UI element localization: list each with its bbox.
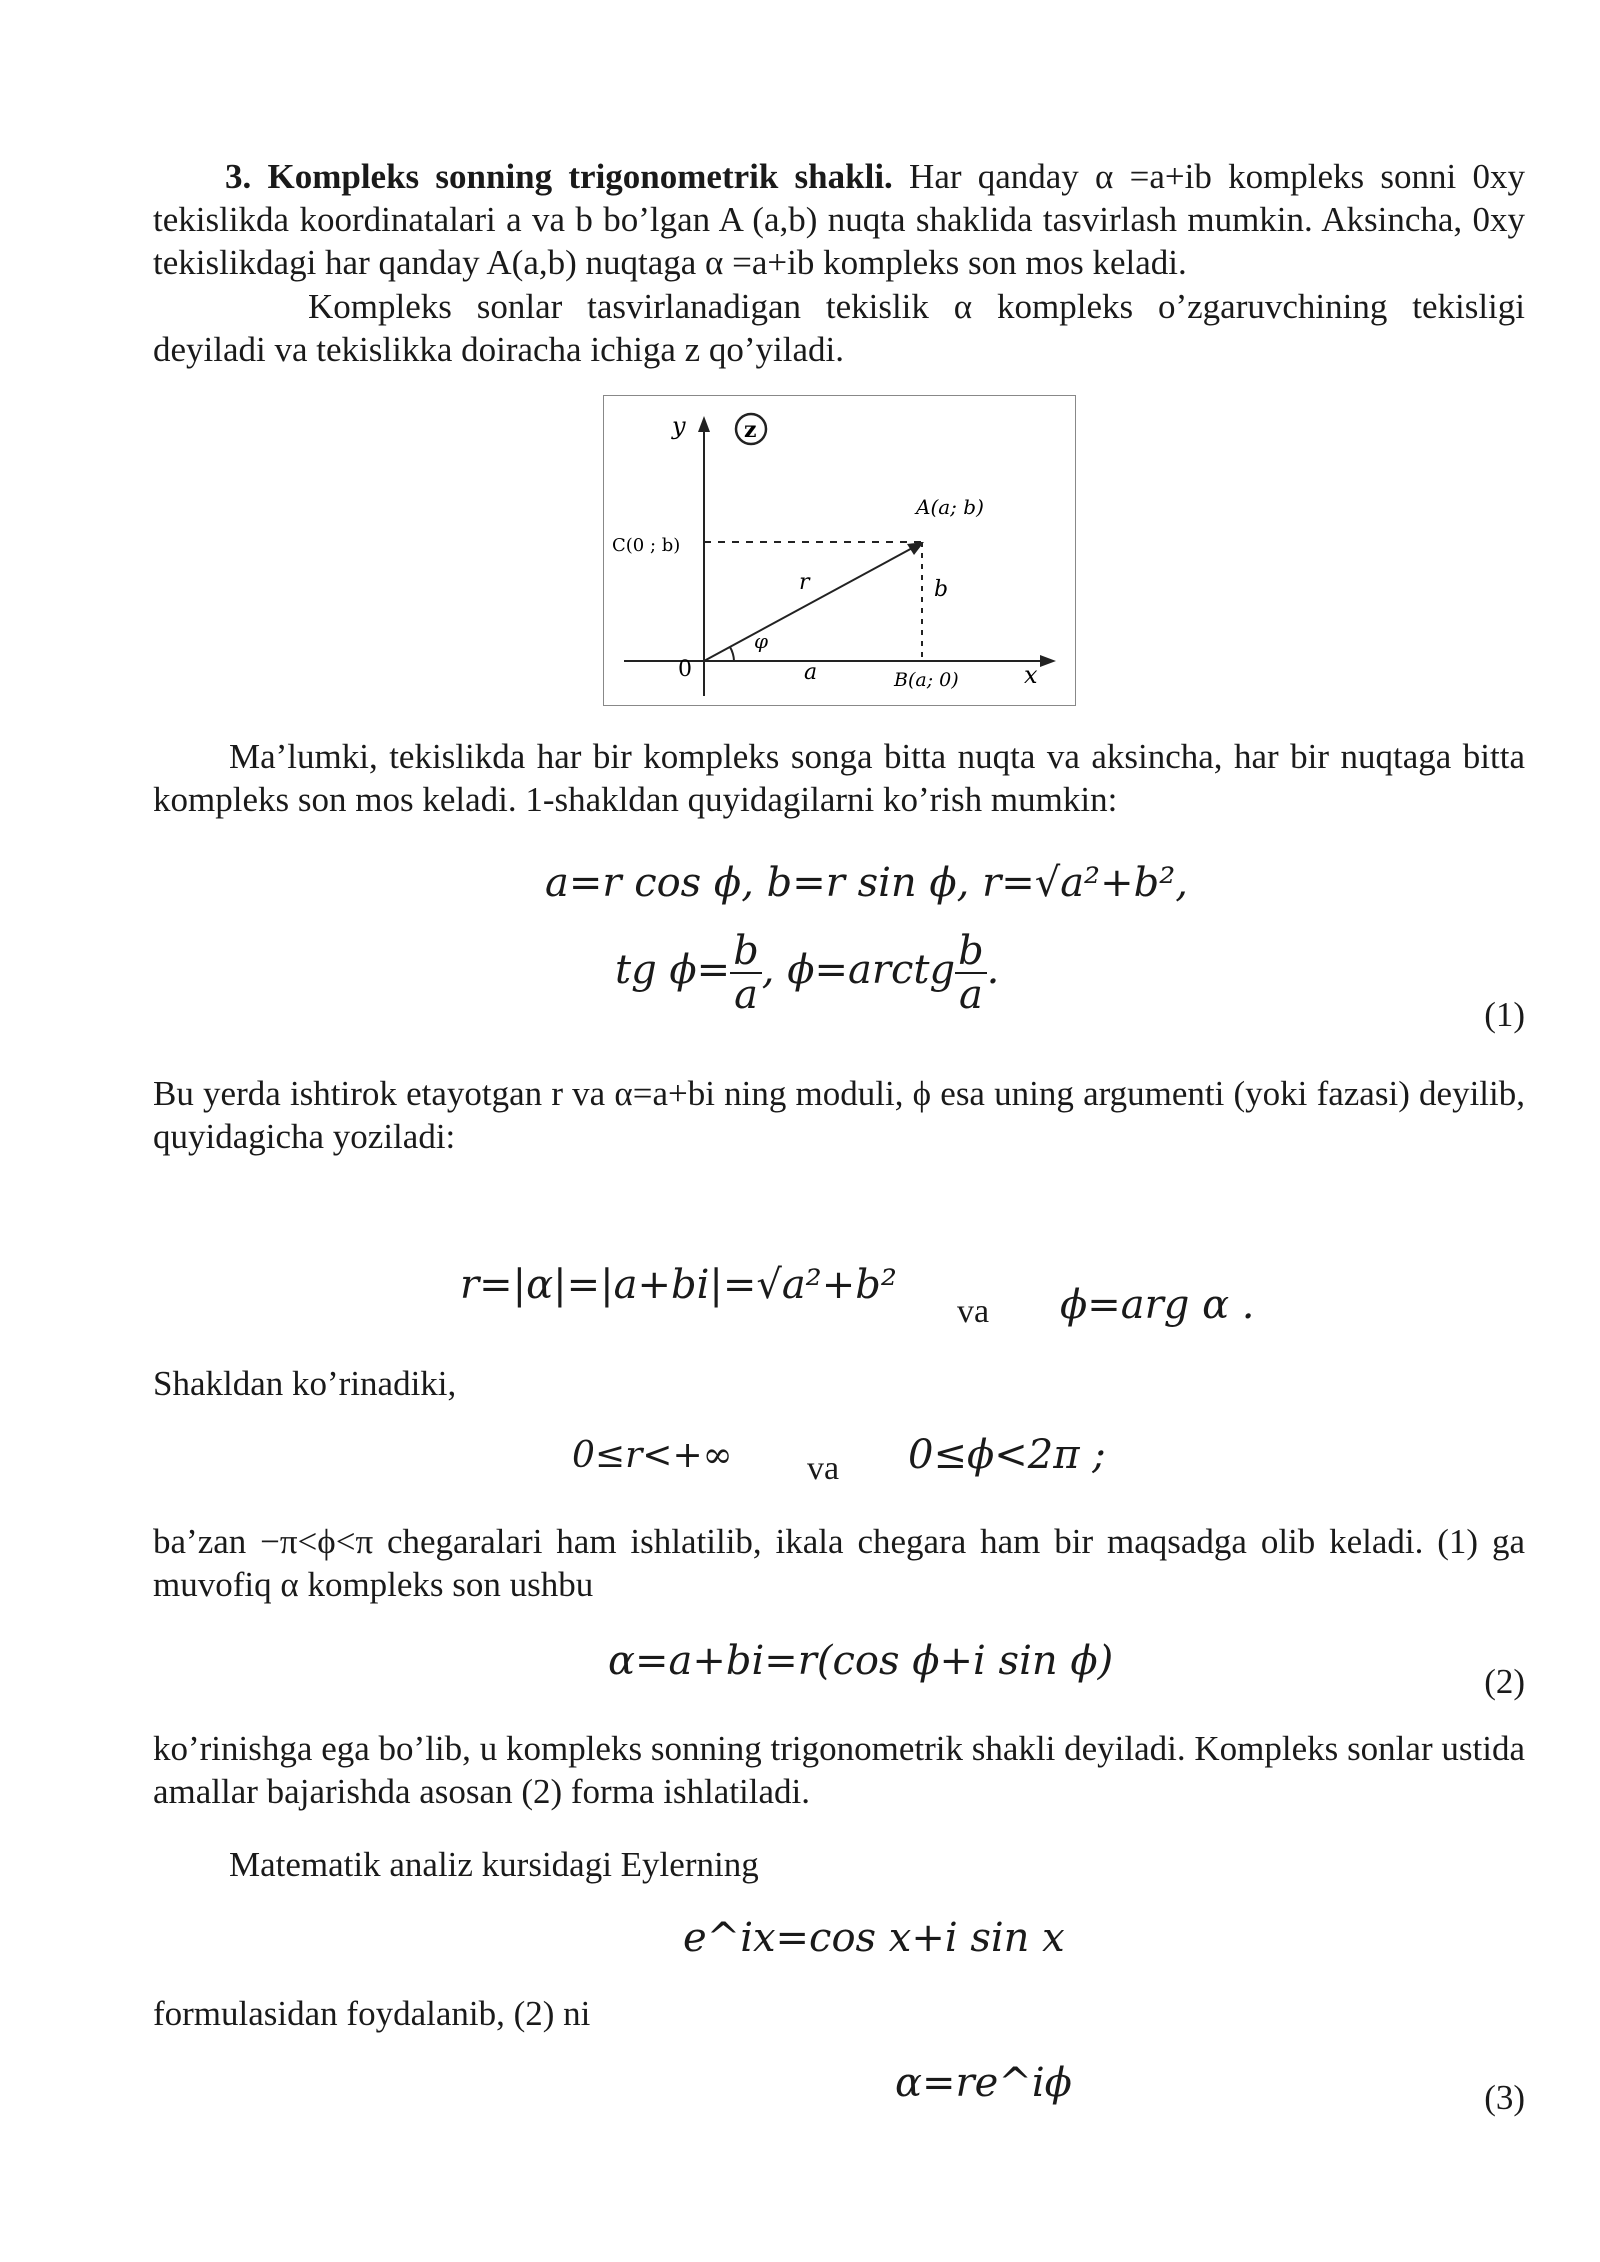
a-segment-label: a	[804, 660, 818, 685]
x-axis-label: x	[1024, 661, 1038, 689]
complex-plane-figure	[603, 395, 1076, 706]
fraction-numerator: b	[730, 930, 762, 974]
equation-2: α=a+bi=r(cos ϕ+i sin ϕ)	[608, 1638, 1114, 1684]
equation-tg-phi: tg ϕ=	[615, 947, 731, 993]
origin-label: 0	[678, 657, 692, 682]
equation-argument: ϕ=arg α .	[1060, 1282, 1255, 1328]
vector-r	[704, 546, 916, 661]
paragraph-intro	[153, 155, 1525, 284]
fraction-numerator-2: b	[955, 930, 987, 974]
paragraph-trigonometric-form: ko’rinishga ega bo’lib, u kompleks sonning trigonometrik shakli deyiladi. Kompleks sonlar ustida amallar bajarishda asosan (2) forma ishlatiladi.	[153, 1729, 1525, 1811]
range-va: va	[807, 1450, 840, 1487]
r-label: r	[799, 570, 810, 595]
equation-3: α=re^iϕ	[895, 2060, 1072, 2106]
paragraph-alternative-range: ba’zan −π<ϕ<π chegaralari ham ishlatilib, ikala chegara ham bir maqsadga olib keladi. (1) ga muvofiq α kompleks son ushbu	[153, 1522, 1525, 1604]
section-heading: 3. Kompleks sonning trigonometrik shakli.	[225, 157, 893, 196]
complex-plane-diagram	[604, 396, 1075, 705]
paragraph-euler-use: formulasidan foydalanib, (2) ni	[153, 1994, 591, 2033]
x-axis-arrow-icon	[1040, 655, 1056, 667]
point-a-label: A(a; b)	[916, 495, 984, 519]
equation-modulus: r=|α|=|a+bi|=√a²+b²	[460, 1262, 897, 1308]
paragraph-correspondence: Ma’lumki, tekislikda har bir kompleks songa bitta nuqta va aksincha, har bir nuqtaga bitta kompleks son mos keladi. 1-shakldan quyidagilarni ko’rish mumkin:	[153, 737, 1525, 819]
point-b-label: B(a; 0)	[894, 669, 959, 691]
euler-formula: e^ix=cos x+i sin x	[683, 1915, 1065, 1961]
paragraph-plane: Kompleks sonlar tasvirlanadigan tekislik α kompleks o’zgaruvchining tekisligi deyiladi va tekislikka doiracha ichiga z qo’yiladi.	[153, 287, 1525, 369]
point-c-label: C(0 ; b)	[612, 535, 681, 556]
angle-arc	[730, 647, 734, 661]
equation-1-line-2: tg ϕ= $\frac{b}{a}$ , ϕ=arctg $\frac{b}{a}$ .	[615, 928, 1000, 1018]
y-axis-arrow-icon	[698, 416, 710, 432]
phi-label: φ	[754, 629, 769, 653]
paragraph-modulus-argument: Bu yerda ishtirok etayotgan r va α=a+bi ning moduli, ϕ esa uning argumenti (yoki fazasi) deyilib, quyidagicha yoziladi:	[153, 1074, 1525, 1156]
range-r: 0≤r<+∞	[572, 1435, 733, 1476]
equation-2-number: (2)	[1484, 1662, 1525, 1701]
y-axis-label: y	[672, 412, 686, 440]
equation-3-number: (3)	[1484, 2078, 1525, 2117]
equation-1-line-1: a=r cos ϕ, b=r sin ϕ, r=√a²+b²,	[545, 860, 1188, 906]
fraction-b-over-a-2	[955, 930, 987, 1016]
z-badge-label: z	[744, 417, 757, 443]
equation-1-number: (1)	[1484, 995, 1525, 1034]
equation-arctg: , ϕ=arctg	[761, 947, 956, 993]
fraction-b-over-a	[730, 930, 762, 1016]
b-segment-label: b	[934, 577, 949, 602]
equation-modulus-va: va	[957, 1293, 990, 1330]
fraction-denominator: a	[734, 972, 758, 1018]
paragraph-intro-text: Har qanday α =a+ib kompleks sonni 0xy tekislikda koordinatalari a va b bo’lgan A (a,b) nuqta shaklida tasvirlash mumkin. Aksincha, 0xy tekislikdagi har qanday A(a,b) nuqtaga α =a+ib kompleks son mos keladi.	[153, 157, 1525, 282]
fraction-denominator-2: a	[958, 972, 983, 1018]
range-phi: 0≤ϕ<2π ;	[908, 1432, 1106, 1478]
paragraph-from-figure: Shakldan ko’rinadiki,	[153, 1364, 457, 1403]
paragraph-euler-intro: Matematik analiz kursidagi Eylerning	[229, 1845, 759, 1884]
